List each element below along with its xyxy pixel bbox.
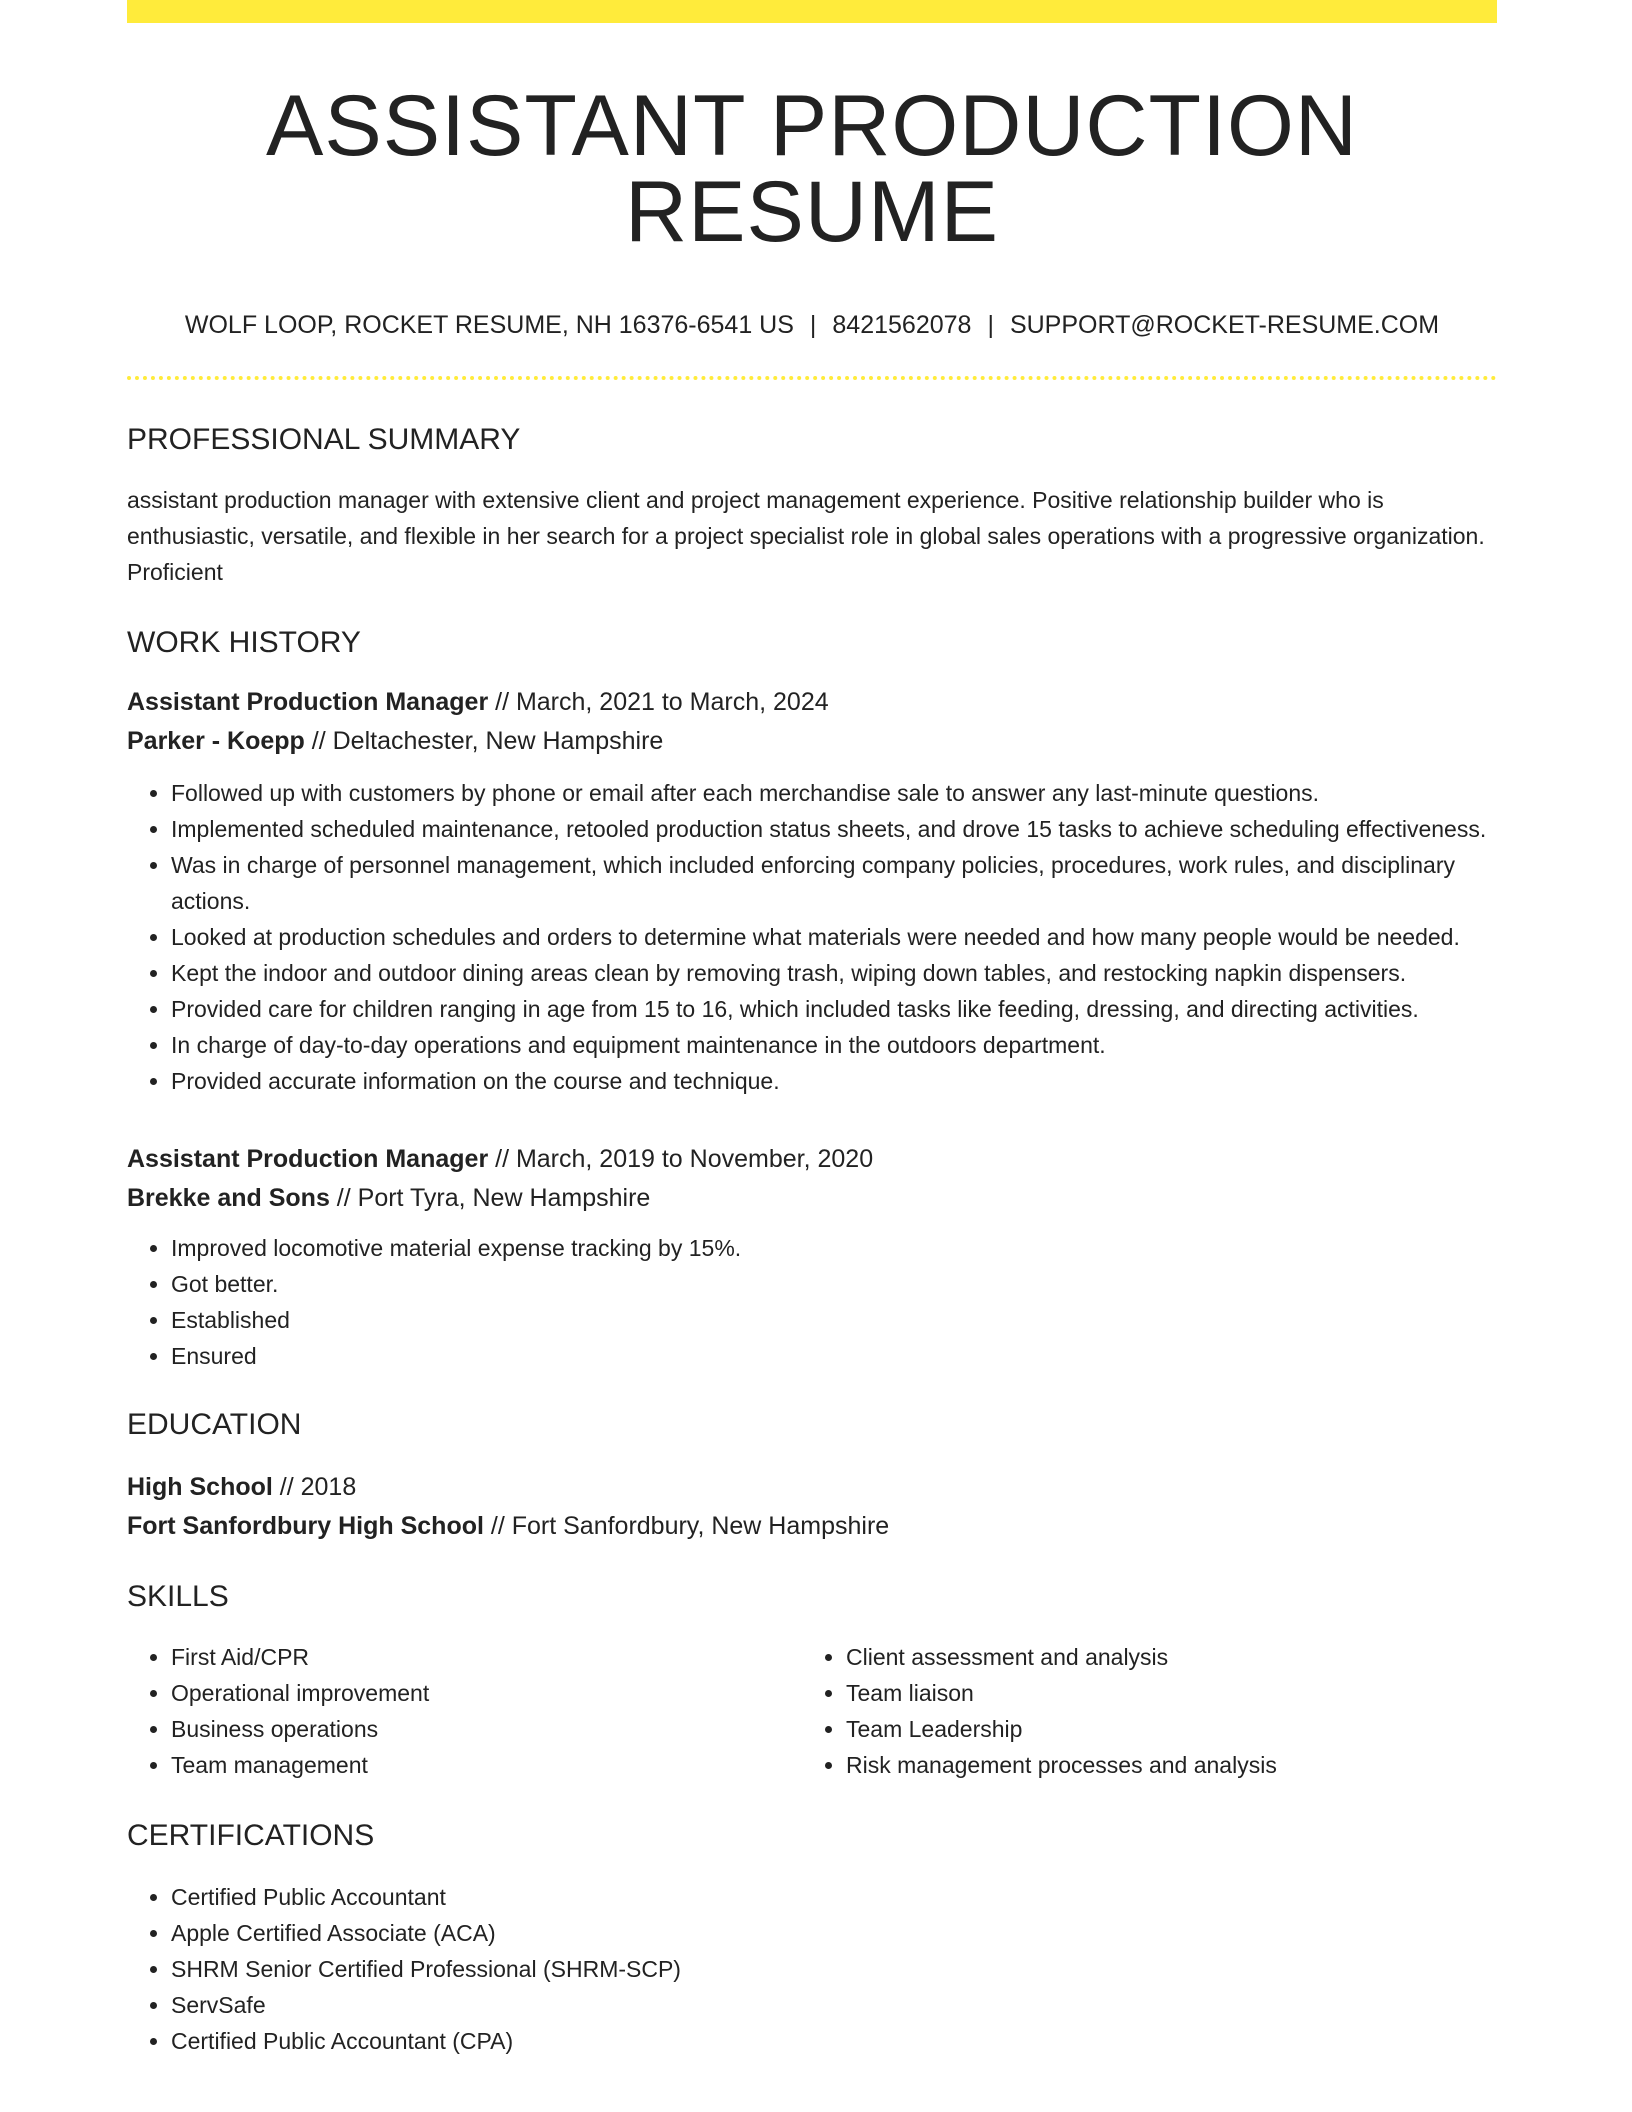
contact-separator: |: [987, 311, 994, 339]
job-company-line: [127, 722, 1497, 761]
education-school-line: [127, 1507, 1497, 1546]
skills-grid: [127, 1639, 1497, 1783]
job-bullet: • In charge of day-to-day operations and equipment maintenance in the outdoors department.: [171, 1027, 1497, 1063]
skill-item: • Client assessment and analysis: [846, 1639, 1477, 1675]
job-dates: // March, 2021 to March, 2024: [488, 688, 829, 716]
skill-item: • Operational improvement: [171, 1675, 802, 1711]
job-bullet: • Implemented scheduled maintenance, retooled production status sheets, and drove 15 tasks to achieve scheduling effectiveness.: [171, 811, 1497, 847]
skills-heading: SKILLS: [127, 1580, 229, 1613]
job-bullet: • Improved locomotive material expense tracking by 15%.: [171, 1230, 1497, 1266]
job-title: Assistant Production Manager: [127, 688, 489, 716]
skills-list: [802, 1639, 1477, 1783]
certification-item: • ServSafe: [171, 1987, 1497, 2023]
job-title: Assistant Production Manager: [127, 1145, 489, 1173]
skills-column-left: [127, 1639, 802, 1783]
job-bullet: • Was in charge of personnel management, which included enforcing company policies, procedures, work rules, and disciplinary actions.: [171, 847, 1497, 919]
contact-line: [127, 313, 1497, 338]
job-location: // Port Tyra, New Hampshire: [329, 1184, 651, 1212]
skill-item: • Business operations: [171, 1711, 802, 1747]
certifications-list: [127, 1879, 1497, 2059]
summary-section: [127, 425, 1497, 590]
skill-item: • Team management: [171, 1747, 802, 1783]
job-bullet: • Got better.: [171, 1266, 1497, 1302]
job-bullet: • Kept the indoor and outdoor dining areas clean by removing trash, wiping down tables, and restocking napkin dispensers.: [171, 955, 1497, 991]
contact-separator: |: [809, 311, 817, 339]
education-entry: [127, 1468, 1497, 1546]
job-bullet: • Provided care for children ranging in age from 15 to 16, which included tasks like feeding, dressing, and directing activities.: [171, 991, 1497, 1027]
job-title-line: [127, 683, 1497, 722]
skills-list: [127, 1639, 802, 1783]
work-history-section: [127, 628, 1497, 1374]
job-entry: [127, 683, 1497, 1099]
certifications-heading: CERTIFICATIONS: [127, 1819, 375, 1852]
certification-item: • Certified Public Accountant (CPA): [171, 2023, 1497, 2059]
summary-heading: PROFESSIONAL SUMMARY: [127, 423, 521, 456]
job-title-line: [127, 1140, 1497, 1179]
certifications-section: [127, 1821, 1497, 2059]
education-degree-line: [127, 1468, 1497, 1507]
skill-item: • Risk management processes and analysis: [846, 1747, 1477, 1783]
certification-item: • Certified Public Accountant: [171, 1879, 1497, 1915]
contact-email[interactable]: SUPPORT@ROCKET-RESUME.COM: [1009, 311, 1440, 339]
skill-item: • Team Leadership: [846, 1711, 1477, 1747]
education-section: [127, 1410, 1497, 1546]
certification-item: • SHRM Senior Certified Professional (SHRM-SCP): [171, 1951, 1497, 1987]
education-year: // 2018: [272, 1473, 357, 1501]
certification-item: • Apple Certified Associate (ACA): [171, 1915, 1497, 1951]
job-bullets: [127, 1230, 1497, 1374]
skill-item: • Team liaison: [846, 1675, 1477, 1711]
education-heading: EDUCATION: [127, 1408, 302, 1441]
work-history-heading: WORK HISTORY: [127, 626, 361, 659]
resume-title: ASSISTANT PRODUCTION RESUME: [266, 78, 1358, 260]
top-accent-bar: [127, 0, 1497, 23]
job-bullet: • Ensured: [171, 1338, 1497, 1374]
education-degree: High School: [127, 1473, 273, 1501]
summary-text: assistant production manager with extensive client and project management experience. Positive relationship builder who is enthusiastic, versatile, and flexible in her search for a project specialist role in global sales operations with a progressive organization. Proficient: [127, 487, 1485, 585]
job-bullet: • Followed up with customers by phone or email after each merchandise sale to answer any last-minute questions.: [171, 775, 1497, 811]
skills-section: [127, 1582, 1497, 1783]
education-location: // Fort Sanfordbury, New Hampshire: [483, 1512, 890, 1540]
resume-page: [127, 0, 1497, 2059]
job-location: // Deltachester, New Hampshire: [304, 727, 664, 755]
job-bullet: • Looked at production schedules and orders to determine what materials were needed and how many people would be needed.: [171, 919, 1497, 955]
skill-item: • First Aid/CPR: [171, 1639, 802, 1675]
job-company-line: [127, 1179, 1497, 1218]
job-dates: // March, 2019 to November, 2020: [488, 1145, 874, 1173]
job-bullet: • Established: [171, 1302, 1497, 1338]
education-school: Fort Sanfordbury High School: [127, 1512, 484, 1540]
skills-column-right: [802, 1639, 1477, 1783]
job-company: Parker - Koepp: [127, 727, 305, 755]
job-bullet: • Provided accurate information on the course and technique.: [171, 1063, 1497, 1099]
dotted-divider: [127, 376, 1497, 380]
job-bullets: [127, 775, 1497, 1099]
job-entry: [127, 1140, 1497, 1374]
contact-address: WOLF LOOP, ROCKET RESUME, NH 16376-6541 US: [184, 311, 794, 339]
job-company: Brekke and Sons: [127, 1184, 330, 1212]
contact-phone[interactable]: 8421562078: [832, 311, 972, 339]
